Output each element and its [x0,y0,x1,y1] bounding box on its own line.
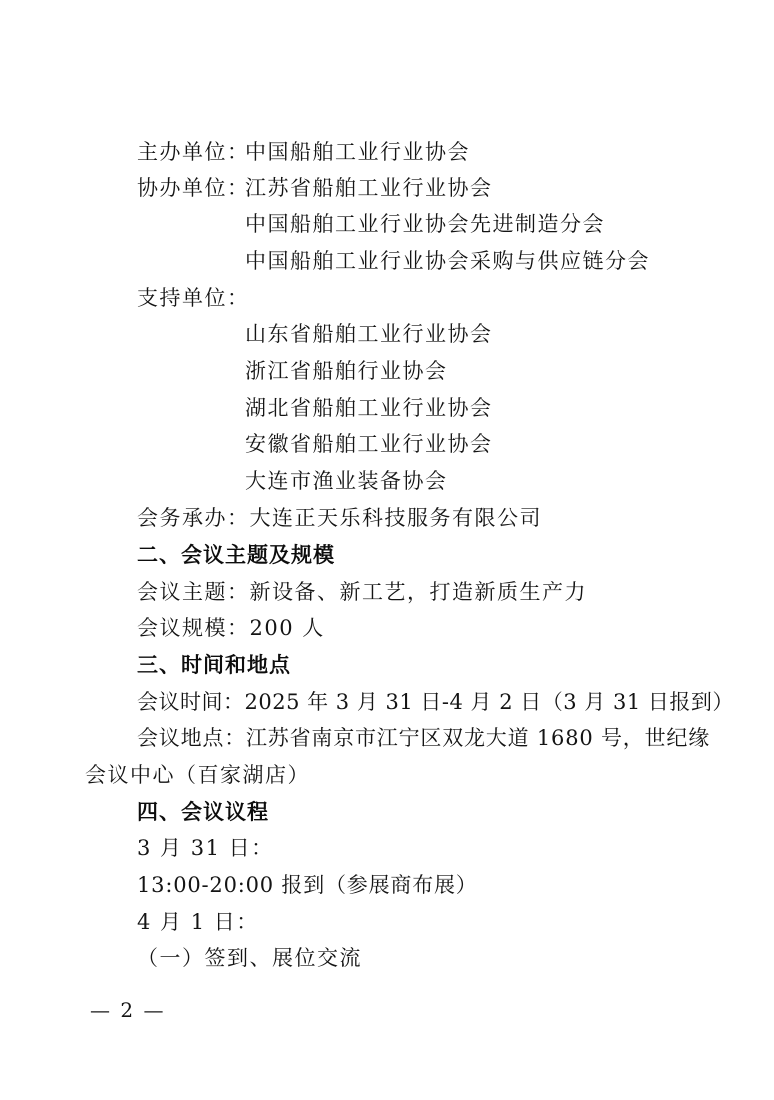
theme-line: 会议主题：新设备、新工艺，打造新质生产力 [137,580,587,604]
supporter-item: 山东省船舶工业行业协会 [245,322,493,346]
organizer-line: 会务承办：大连正天乐科技服务有限公司 [137,506,542,530]
page-number: — 2 — [90,998,166,1022]
scale-line: 会议规模：200 人 [137,616,325,640]
co-host-item: 中国船舶工业行业协会先进制造分会 [245,212,605,236]
supporter-item: 浙江省船舶行业协会 [245,359,448,383]
supporters-label: 支持单位： [137,286,250,310]
section-heading-agenda: 四、会议议程 [137,800,269,824]
agenda-item: 13:00-20:00 报到（参展商布展） [137,873,478,897]
time-line: 会议时间：2025 年 3 月 31 日-4 月 2 日（3 月 31 日报到） [137,690,734,714]
supporter-item: 安徽省船舶工业行业协会 [245,432,493,456]
co-host-label: 协办单位： [137,176,250,200]
supporter-item: 大连市渔业装备协会 [245,469,448,493]
section-heading-theme-scale: 二、会议主题及规模 [137,543,335,567]
venue-line: 会议地点：江苏省南京市江宁区双龙大道 1680 号，世纪缘 [137,726,710,750]
agenda-item: （一）签到、展位交流 [137,946,362,970]
co-host-item: 中国船舶工业行业协会采购与供应链分会 [245,249,650,273]
venue-line-continued: 会议中心（百家湖店） [85,763,310,787]
co-host-item: 江苏省船舶工业行业协会 [245,176,493,200]
host-value: 中国船舶工业行业协会 [245,140,470,164]
supporter-item: 湖北省船舶工业行业协会 [245,396,493,420]
agenda-day-label: 3 月 31 日： [137,836,274,860]
agenda-day-label: 4 月 1 日： [137,910,259,934]
section-heading-time-place: 三、时间和地点 [137,653,291,677]
host-label: 主办单位： [137,140,250,164]
